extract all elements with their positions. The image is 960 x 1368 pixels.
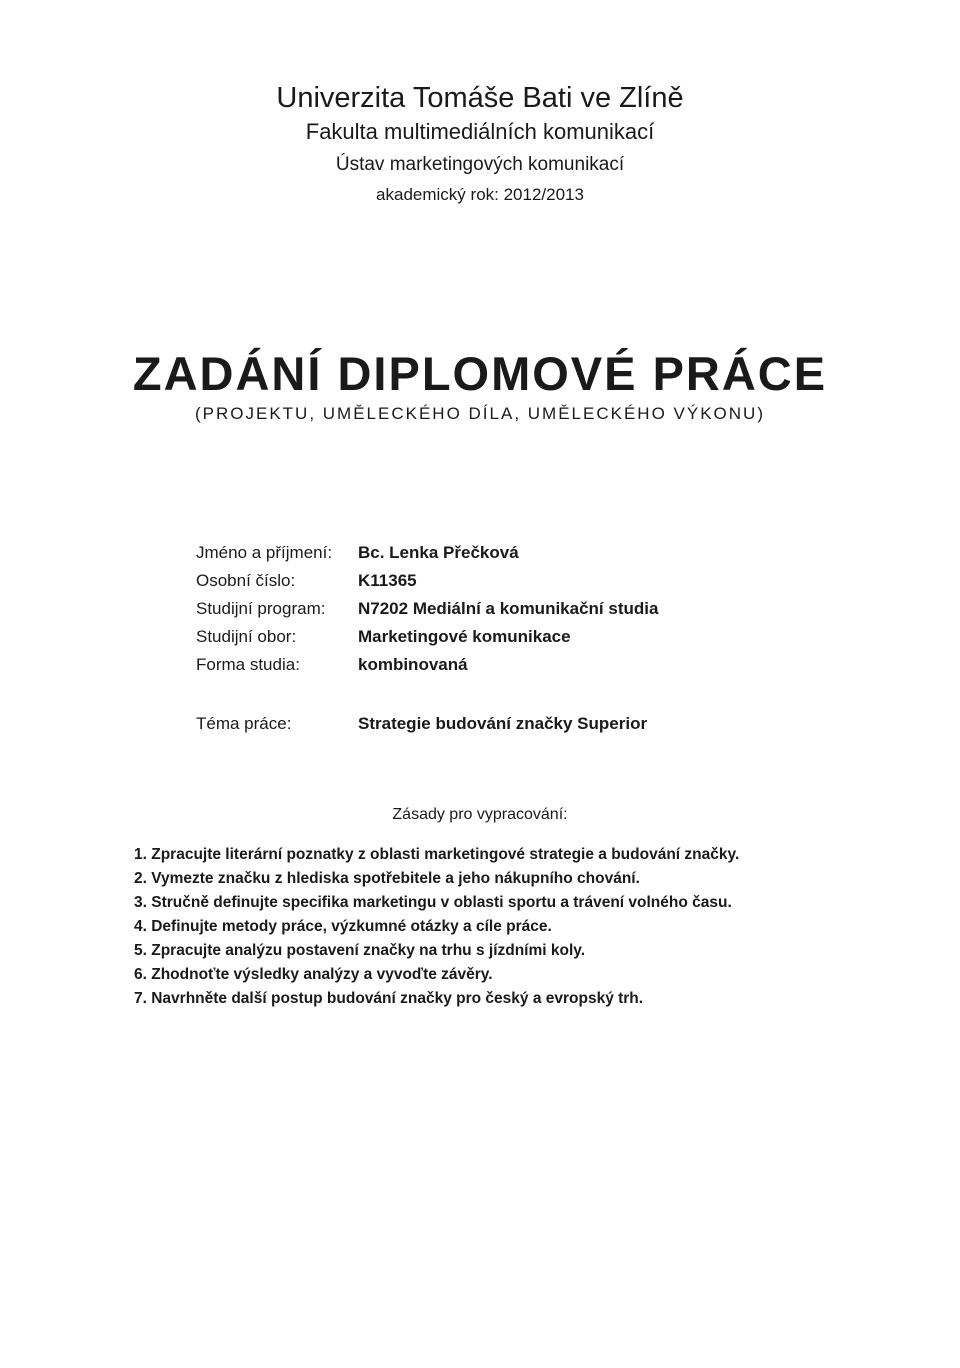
info-row-topic (196, 712, 896, 736)
field-value: Marketingové komunikace (358, 627, 571, 646)
faculty-name: Fakulta multimediálních komunikací (305, 119, 655, 144)
id-value: K11365 (358, 571, 417, 590)
name-value: Bc. Lenka Přečková (358, 543, 519, 562)
list-item: 3. Stručně definujte specifika marketingu v oblasti sportu a trávení volného času. (134, 894, 732, 911)
field-label: Studijní obor: (196, 627, 297, 646)
institute-name: Ústav marketingových komunikací (335, 154, 625, 175)
info-row-form (196, 653, 896, 677)
academic-year: akademický rok: 2012/2013 (376, 185, 584, 204)
principles-heading: Zásady pro vypracování: (392, 806, 568, 823)
list-item: 2. Vymezte značku z hlediska spotřebitele a jeho nákupního chování. (134, 870, 640, 887)
program-value: N7202 Mediální a komunikační studia (358, 599, 659, 618)
info-row-program (196, 597, 896, 621)
university-name: Univerzita Tomáše Bati ve Zlíně (276, 82, 684, 114)
list-item: 6. Zhodnoťte výsledky analýzy a vyvoďte závěry. (134, 966, 493, 983)
info-row-field (196, 625, 896, 649)
program-label: Studijní program: (196, 599, 326, 618)
form-label: Forma studia: (196, 655, 300, 674)
list-item: 5. Zpracujte analýzu postavení značky na trhu s jízdními koly. (134, 942, 586, 959)
principles-list (134, 843, 854, 1011)
name-label: Jméno a příjmení: (196, 543, 333, 562)
topic-label: Téma práce: (196, 714, 292, 733)
id-label: Osobní číslo: (196, 571, 296, 590)
list-item: 4. Definujte metody práce, výzkumné otázky a cíle práce. (134, 918, 552, 935)
document-title: ZADÁNÍ DIPLOMOVÉ PRÁCE (132, 347, 828, 400)
topic-value: Strategie budování značky Superior (358, 714, 648, 733)
list-item: 7. Navrhněte další postup budování značky pro český a evropský trh. (134, 990, 644, 1007)
form-value: kombinovaná (358, 655, 468, 674)
info-row-id (196, 569, 896, 593)
list-item: 1. Zpracujte literární poznatky z oblasti marketingové strategie a budování značky. (134, 846, 740, 863)
document-subtitle: (PROJEKTU, UMĚLECKÉHO DÍLA, UMĚLECKÉHO VÝKONU) (195, 404, 765, 423)
info-row-name (196, 541, 896, 565)
